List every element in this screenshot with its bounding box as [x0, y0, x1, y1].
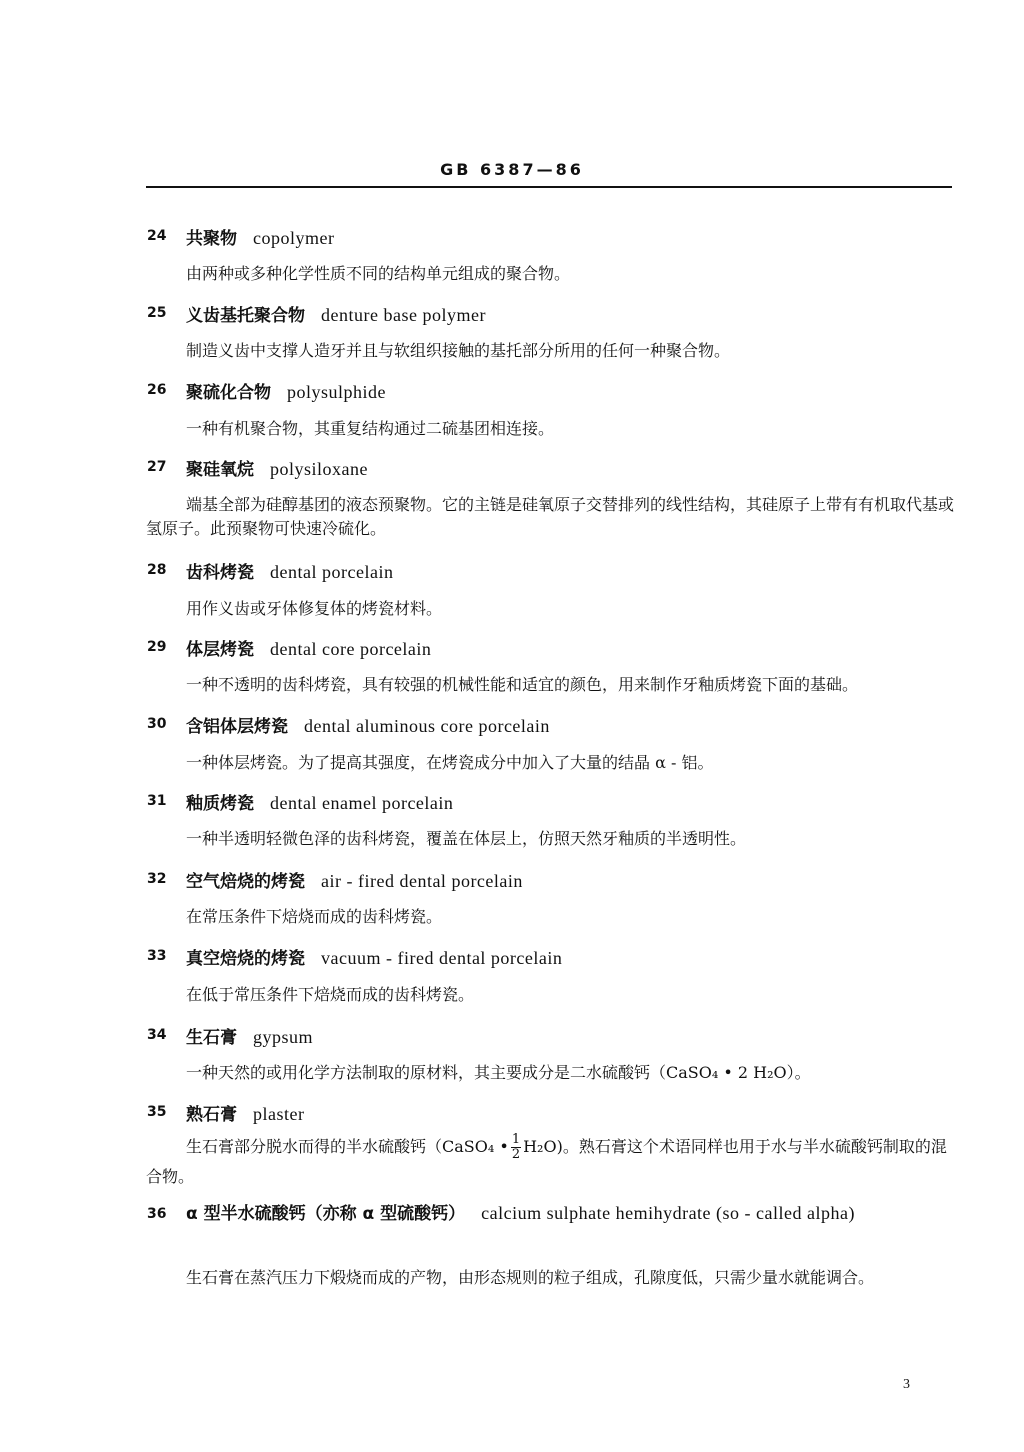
term-chinese: 空气焙烧的烤瓷	[186, 872, 305, 892]
term-number: 34	[147, 1027, 167, 1043]
term-chinese: 齿科烤瓷	[186, 563, 254, 583]
term-number: 24	[147, 228, 167, 244]
term-chinese: 体层烤瓷	[186, 640, 254, 660]
term-english: copolymer	[253, 228, 335, 248]
term-chinese: 聚硫化合物	[186, 383, 271, 403]
term-title	[186, 303, 486, 328]
page-number: 3	[903, 1377, 910, 1392]
term-chinese: 真空焙烧的烤瓷	[186, 949, 305, 969]
standard-header: GB 6387—86	[440, 160, 584, 179]
term-number: 26	[147, 382, 167, 398]
term-english: plaster	[253, 1104, 305, 1124]
term-english: denture base polymer	[321, 305, 486, 325]
term-chinese: α 型半水硫酸钙（亦称 α 型硫酸钙）	[186, 1204, 466, 1224]
term-chinese: 含铝体层烤瓷	[186, 717, 288, 737]
term-english: calcium sulphate hemihydrate (so - called alpha)	[481, 1203, 855, 1223]
term-title	[186, 380, 386, 405]
term-chinese: 共聚物	[186, 229, 237, 249]
term-title	[186, 637, 431, 662]
term-number: 36	[147, 1206, 167, 1222]
term-english: air - fired dental porcelain	[321, 871, 523, 891]
definition-text-after: H₂O)。熟石膏这个术语同样也用于水与半水硫酸钙制取的混合物。	[146, 1137, 947, 1186]
term-english: dental enamel porcelain	[270, 793, 454, 813]
term-title	[186, 869, 523, 894]
term-number: 31	[147, 793, 167, 809]
term-chinese: 釉质烤瓷	[186, 794, 254, 814]
term-title	[186, 714, 550, 739]
term-chinese: 生石膏	[186, 1028, 237, 1048]
term-english: gypsum	[253, 1027, 314, 1047]
term-number: 32	[147, 871, 167, 887]
term-definition: 端基全部为硅醇基团的液态预聚物。它的主链是硅氧原子交替排列的线性结构，其硅原子上带有有机取代基或氢原子。此预聚物可快速冷硫化。	[146, 495, 955, 538]
term-number: 33	[147, 948, 167, 964]
term-definition: 生石膏在蒸汽压力下煅烧而成的产物，由形态规则的粒子组成，孔隙度低，只需少量水就能调合。	[186, 1268, 875, 1287]
term-definition	[146, 1132, 958, 1192]
definition-text-before: 生石膏部分脱水而得的半水硫酸钙（CaSO₄ •	[186, 1137, 509, 1156]
term-definition: 一种体层烤瓷。为了提高其强度，在烤瓷成分中加入了大量的结晶 α - 铝。	[186, 753, 714, 772]
term-definition: 在低于常压条件下焙烧而成的齿科烤瓷。	[186, 985, 475, 1004]
term-english: polysulphide	[287, 382, 386, 402]
term-number: 35	[147, 1104, 167, 1120]
term-english: vacuum - fired dental porcelain	[321, 948, 563, 968]
term-number: 28	[147, 562, 167, 578]
term-title	[186, 226, 334, 251]
term-title	[186, 560, 393, 585]
term-english: dental aluminous core porcelain	[304, 716, 550, 736]
term-definition: 一种天然的或用化学方法制取的原材料，其主要成分是二水硫酸钙（CaSO₄ • 2 H₂O）。	[186, 1063, 811, 1082]
term-definition: 一种有机聚合物，其重复结构通过二硫基团相连接。	[186, 419, 555, 438]
term-title	[186, 791, 453, 816]
term-definition: 一种半透明轻微色泽的齿科烤瓷，覆盖在体层上，仿照天然牙釉质的半透明性。	[186, 829, 747, 848]
term-number: 30	[147, 716, 167, 732]
term-definition: 由两种或多种化学性质不同的结构单元组成的聚合物。	[186, 264, 571, 283]
term-definition: 制造义齿中支撑人造牙并且与软组织接触的基托部分所用的任何一种聚合物。	[186, 341, 731, 360]
fraction-numerator: 1	[511, 1132, 521, 1147]
term-english: polysiloxane	[270, 459, 368, 479]
term-title	[186, 1025, 313, 1050]
term-chinese: 熟石膏	[186, 1105, 237, 1125]
term-title	[186, 1102, 304, 1127]
term-number: 29	[147, 639, 167, 655]
term-title	[146, 1198, 906, 1229]
fraction-denominator: 2	[511, 1147, 521, 1162]
one-half-fraction	[511, 1133, 521, 1162]
term-number: 25	[147, 305, 167, 321]
term-english: dental porcelain	[270, 562, 394, 582]
term-number: 27	[147, 459, 167, 475]
term-definition: 在常压条件下焙烧而成的齿科烤瓷。	[186, 907, 443, 926]
term-chinese: 聚硅氧烷	[186, 460, 254, 480]
term-title	[186, 946, 562, 971]
term-definition: 一种不透明的齿科烤瓷，具有较强的机械性能和适宜的颜色，用来制作牙釉质烤瓷下面的基础。	[186, 675, 859, 694]
term-title	[186, 457, 368, 482]
term-english: dental core porcelain	[270, 639, 432, 659]
term-chinese: 义齿基托聚合物	[186, 306, 305, 326]
term-definition: 用作义齿或牙体修复体的烤瓷材料。	[186, 599, 443, 618]
